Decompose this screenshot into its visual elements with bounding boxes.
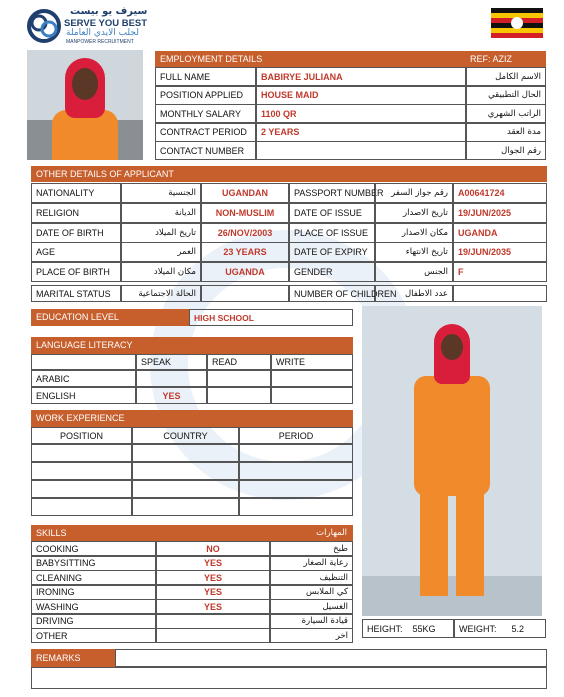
height-field (362, 619, 454, 638)
applicant-field-value: NON-MUSLIM (201, 203, 289, 223)
skill-value: YES (156, 570, 270, 585)
remarks-label-text: REMARKS (36, 652, 81, 663)
company-tagline: MANPOWER RECRUITMENT (66, 39, 134, 45)
other-details-header (31, 166, 547, 182)
height-label: HEIGHT: (367, 623, 403, 634)
employment-header-label: EMPLOYMENT DETAILS (160, 53, 263, 64)
employment-field-arabic: مدة العقد (466, 123, 546, 142)
applicant-field-label: RELIGION (31, 203, 121, 223)
employment-field-value: 1100 QR (256, 104, 466, 123)
work-experience-cell (132, 462, 239, 480)
employment-field-arabic: الاسم الكامل (466, 67, 546, 86)
work-experience-cell (132, 480, 239, 498)
employment-field-value (256, 141, 466, 160)
applicant-field-arabic: العمر (121, 242, 201, 262)
skill-label: COOKING (31, 541, 156, 556)
passport-field-label: DATE OF ISSUE (289, 203, 375, 223)
language-column-header: SPEAK (136, 354, 207, 370)
work-experience-cell (239, 462, 353, 480)
passport-field-label: NUMBER OF CHILDREN (289, 285, 375, 302)
uganda-flag-icon (491, 8, 543, 38)
skill-label: OTHER (31, 628, 156, 643)
logo-mark-icon (26, 8, 62, 44)
work-experience-header (31, 410, 353, 427)
remarks-label (31, 649, 115, 667)
skill-label: DRIVING (31, 614, 156, 629)
work-experience-cell (239, 444, 353, 462)
skill-arabic: الغسيل (270, 599, 353, 614)
language-column-header: WRITE (271, 354, 353, 370)
applicant-field-label: NATIONALITY (31, 183, 121, 203)
work-experience-cell (132, 444, 239, 462)
skills-header-label: SKILLS (36, 527, 67, 538)
applicant-field-label: MARITAL STATUS (31, 285, 121, 302)
applicant-field-arabic: الديانة (121, 203, 201, 223)
remarks-area (31, 667, 547, 689)
language-write (271, 370, 353, 387)
applicant-field-value: UGANDAN (201, 183, 289, 203)
employment-field-arabic: الراتب الشهري (466, 104, 546, 123)
passport-field-label: PLACE OF ISSUE (289, 223, 375, 243)
employment-field-label: FULL NAME (155, 67, 256, 86)
work-experience-cell (31, 480, 132, 498)
employment-field-label: CONTACT NUMBER (155, 141, 256, 160)
applicant-full-photo (362, 306, 542, 616)
skill-value: YES (156, 556, 270, 571)
skill-arabic: اخر (270, 628, 353, 643)
applicant-field-value: 26/NOV/2003 (201, 223, 289, 243)
weight-label: WEIGHT: (459, 623, 497, 634)
work-experience-cell (132, 498, 239, 516)
passport-field-arabic: تاريخ الانتهاء (375, 242, 453, 262)
applicant-field-arabic: الحالة الاجتماعية (121, 285, 201, 302)
passport-field-arabic: الجنس (375, 262, 453, 282)
applicant-field-value (201, 285, 289, 302)
other-details-header-label: OTHER DETAILS OF APPLICANT (36, 168, 174, 179)
employment-field-value: BABIRYE JULIANA (256, 67, 466, 86)
passport-field-label: GENDER (289, 262, 375, 282)
skill-label: IRONING (31, 585, 156, 600)
weight-value: 5.2 (511, 623, 525, 634)
employment-field-arabic: الحال التطبيقي (466, 86, 546, 105)
language-speak (136, 370, 207, 387)
education-level-value: HIGH SCHOOL (189, 309, 353, 326)
education-level-label (31, 309, 189, 326)
skill-label: CLEANING (31, 570, 156, 585)
language-corner-cell (31, 354, 136, 370)
employment-field-value: HOUSE MAID (256, 86, 466, 105)
work-experience-cell (31, 444, 132, 462)
passport-field-value (453, 285, 547, 302)
employment-field-label: MONTHLY SALARY (155, 104, 256, 123)
skill-value: NO (156, 541, 270, 556)
passport-field-arabic: تاريخ الاصدار (375, 203, 453, 223)
work-experience-cell (31, 498, 132, 516)
language-read (207, 387, 271, 404)
company-logo (26, 6, 166, 48)
company-name: SERVE YOU BEST (64, 18, 148, 29)
applicant-field-label: AGE (31, 242, 121, 262)
education-level-label-text: EDUCATION LEVEL (36, 312, 119, 322)
work-experience-cell (239, 498, 353, 516)
applicant-field-arabic: الجنسية (121, 183, 201, 203)
language-name: ARABIC (31, 370, 136, 387)
applicant-portrait-photo (27, 50, 143, 160)
skills-header (31, 525, 353, 541)
work-experience-cell (239, 480, 353, 498)
passport-field-value: A00641724 (453, 183, 547, 203)
employment-field-label: POSITION APPLIED (155, 86, 256, 105)
skill-value: YES (156, 599, 270, 614)
language-name: ENGLISH (31, 387, 136, 404)
skill-arabic: طبخ (270, 541, 353, 556)
applicant-field-arabic: تاريخ الميلاد (121, 223, 201, 243)
language-literacy-header (31, 337, 353, 354)
passport-field-arabic: مكان الاصدار (375, 223, 453, 243)
height-value: 55KG (412, 623, 436, 634)
work-column-header: POSITION (31, 427, 132, 444)
passport-field-value: 19/JUN/2035 (453, 242, 547, 262)
language-column-header: READ (207, 354, 271, 370)
passport-field-label: PASSPORT NUMBER (289, 183, 375, 203)
passport-field-arabic: عدد الاطفال (375, 285, 453, 302)
company-tagline-arabic: لجلب الايدي العاملة (66, 28, 139, 38)
applicant-field-value: UGANDA (201, 262, 289, 282)
passport-field-value: F (453, 262, 547, 282)
work-column-header: COUNTRY (132, 427, 239, 444)
passport-field-value: UGANDA (453, 223, 547, 243)
applicant-field-value: 23 YEARS (201, 242, 289, 262)
employment-field-value: 2 YEARS (256, 123, 466, 142)
language-write (271, 387, 353, 404)
work-experience-cell (31, 462, 132, 480)
language-read (207, 370, 271, 387)
skill-label: BABYSITTING (31, 556, 156, 571)
skill-value: YES (156, 585, 270, 600)
skill-value (156, 628, 270, 643)
company-name-arabic: سيرف يو بيست (70, 6, 148, 17)
passport-field-label: DATE OF EXPIRY (289, 242, 375, 262)
applicant-field-label: DATE OF BIRTH (31, 223, 121, 243)
work-experience-header-label: WORK EXPERIENCE (36, 413, 125, 423)
employment-field-arabic: رقم الجوال (466, 141, 546, 160)
skill-arabic: كي الملابس (270, 585, 353, 600)
applicant-field-arabic: مكان الميلاد (121, 262, 201, 282)
skills-header-arabic: المهارات (316, 527, 347, 538)
employment-details-header (155, 51, 546, 67)
skill-value (156, 614, 270, 629)
work-column-header: PERIOD (239, 427, 353, 444)
employment-field-label: CONTRACT PERIOD (155, 123, 256, 142)
reference-code: REF: AZIZ (470, 53, 513, 64)
remarks-value (115, 649, 547, 667)
skill-arabic: رعاية الصغار (270, 556, 353, 571)
weight-field (454, 619, 546, 638)
passport-field-arabic: رقم جواز السفر (375, 183, 453, 203)
language-literacy-header-label: LANGUAGE LITERACY (36, 340, 133, 350)
passport-field-value: 19/JUN/2025 (453, 203, 547, 223)
skill-arabic: التنظيف (270, 570, 353, 585)
skill-arabic: قيادة السيارة (270, 614, 353, 629)
applicant-field-label: PLACE OF BIRTH (31, 262, 121, 282)
language-speak: YES (136, 387, 207, 404)
skill-label: WASHING (31, 599, 156, 614)
